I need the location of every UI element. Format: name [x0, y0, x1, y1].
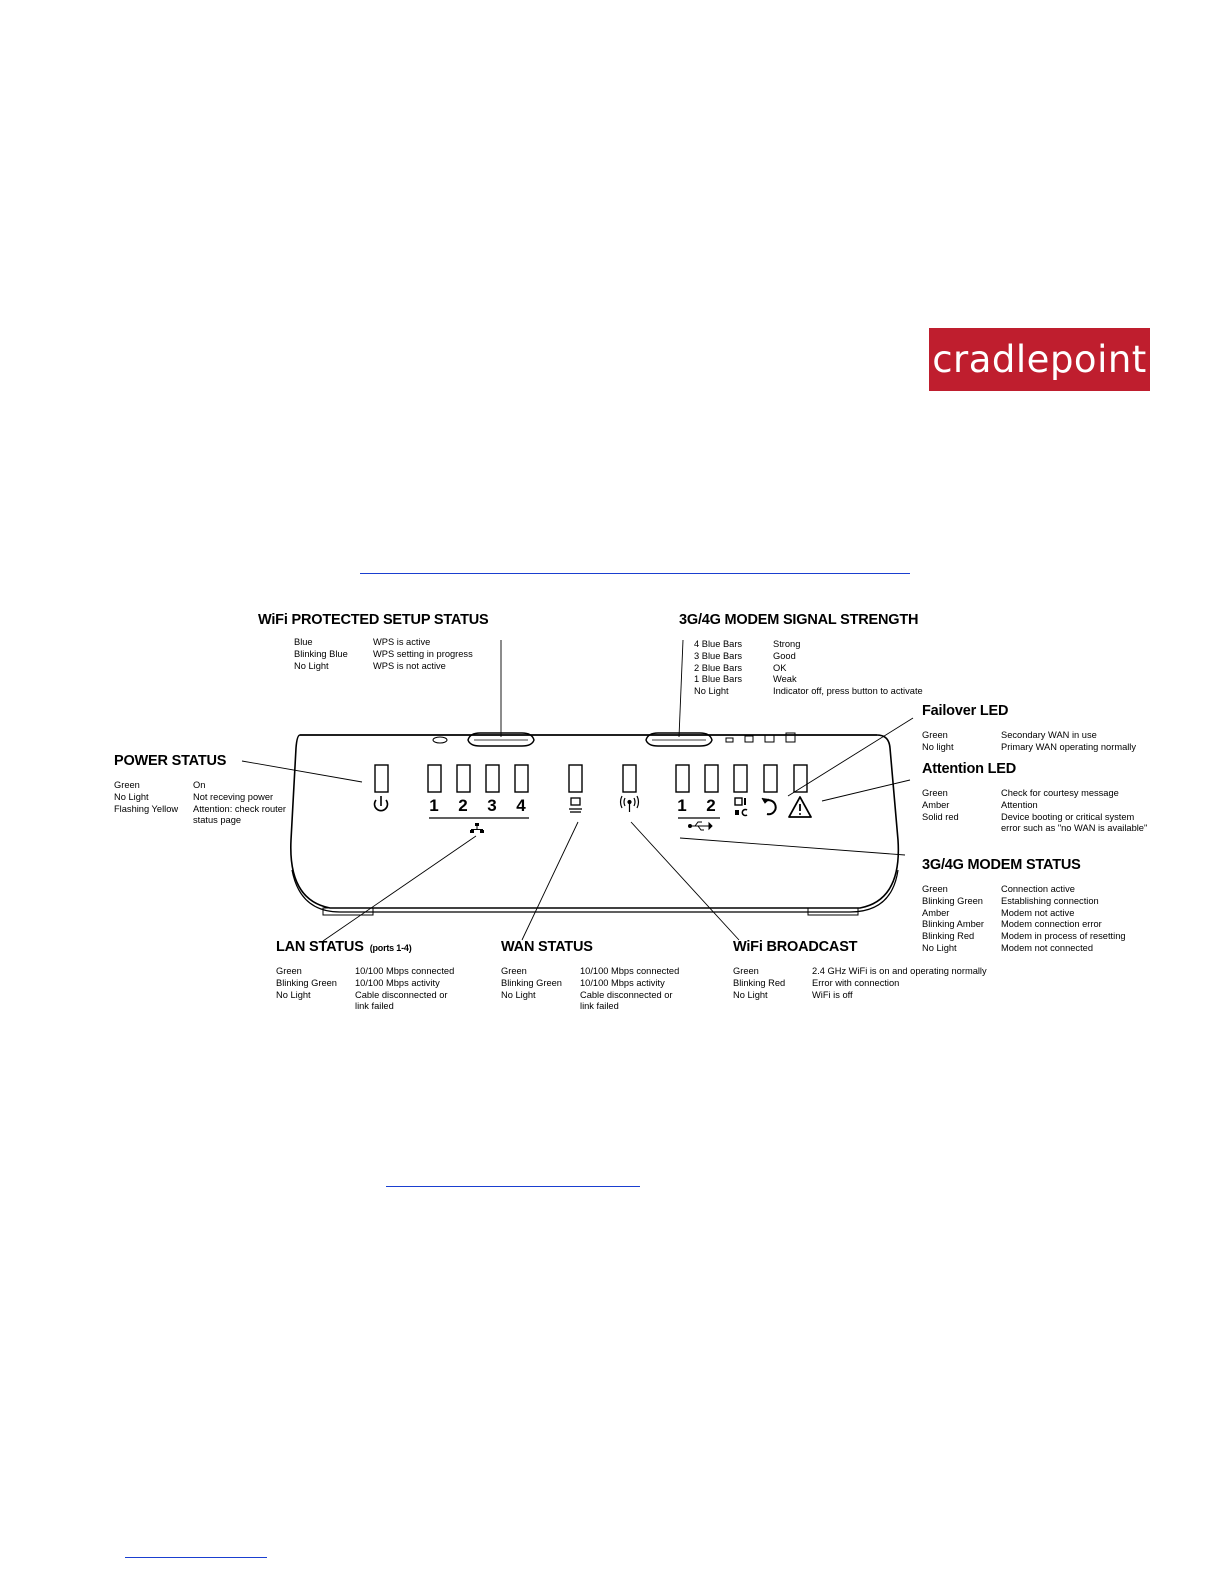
legend-key: Blinking Blue: [294, 648, 348, 659]
usb-led-2: [705, 765, 718, 792]
top-pinhole: [433, 737, 447, 743]
legend-value: Modem in process of resetting: [1001, 931, 1126, 942]
signal-bar-3: [765, 735, 774, 742]
wps-title: WiFi PROTECTED SETUP STATUS: [258, 612, 489, 628]
legend-key: Blinking Green: [922, 895, 983, 906]
legend-key: Blinking Green: [276, 977, 337, 988]
legend-key: 2 Blue Bars: [694, 662, 743, 673]
legend-key: No Light: [276, 989, 311, 1000]
power-legend: [114, 780, 288, 827]
legend-value: Connection active: [1001, 884, 1075, 894]
legend-key: Flashing Yellow: [114, 803, 179, 814]
legend-key: Green: [922, 730, 948, 740]
legend-value: 10/100 Mbps connected: [580, 966, 680, 976]
legend-value: Error with connection: [812, 977, 900, 988]
computer-icon: [569, 798, 582, 812]
legend-key: No Light: [114, 791, 149, 802]
legend-value: Strong: [773, 639, 801, 649]
callout-signal: [679, 640, 683, 737]
reset-icon: [762, 798, 776, 814]
signal-bar-2: [745, 736, 753, 742]
modem-title: 3G/4G MODEM STATUS: [922, 857, 1081, 873]
legend-value: 2.4 GHz WiFi is on and operating normally: [812, 966, 987, 976]
lan-title: [276, 939, 412, 955]
legend-value: Cable disconnected or link failed: [355, 989, 448, 1012]
power-icon: [375, 796, 388, 811]
failover-title: Failover LED: [922, 703, 1009, 719]
lan-led-4: [515, 765, 528, 792]
legend-key: Green: [501, 966, 527, 976]
lan-port-label-2: 2: [458, 796, 468, 815]
legend-key: Solid red: [922, 811, 959, 822]
legend-key: No Light: [922, 942, 957, 953]
legend-value: Device booting or critical system error such as "no WAN is available": [1001, 811, 1148, 834]
power-led: [375, 765, 388, 792]
legend-key: No light: [922, 741, 954, 752]
legend-key: 3 Blue Bars: [694, 650, 743, 661]
network-icon: [470, 823, 484, 833]
legend-key: Blue: [294, 637, 313, 647]
usb-port-label-2: 2: [706, 796, 716, 815]
legend-value: Cable disconnected or link failed: [580, 989, 673, 1012]
legend-value: OK: [773, 662, 787, 673]
legend-key: Blinking Amber: [922, 919, 985, 930]
wan-led: [569, 765, 582, 792]
legend-value: Not receving power: [193, 791, 274, 802]
legend-value: Modem connection error: [1001, 919, 1102, 930]
legend-key: Blinking Green: [501, 977, 562, 988]
usb-port-label-1: 1: [677, 796, 687, 815]
signal-legend: [694, 639, 923, 698]
legend-key: No Light: [733, 989, 768, 1000]
legend-value: Primary WAN operating normally: [1001, 741, 1137, 752]
legend-value: Modem not connected: [1001, 942, 1093, 953]
legend-key: Amber: [922, 907, 950, 918]
lan-title-subtitle: (ports 1-4): [369, 943, 412, 953]
legend-key: Green: [922, 788, 948, 798]
legend-key: Green: [276, 966, 302, 976]
legend-value: Secondary WAN in use: [1001, 730, 1097, 740]
legend-value: Weak: [773, 674, 797, 685]
legend-value: On: [193, 780, 206, 790]
lan-title-text: LAN STATUS: [276, 939, 364, 955]
callout-attention: [822, 780, 910, 801]
legend-value: Attention: [1001, 799, 1038, 810]
signal-bar-1: [726, 738, 733, 742]
legend-key: 1 Blue Bars: [694, 674, 743, 685]
lan-led-1: [428, 765, 441, 792]
signal-title: 3G/4G MODEM SIGNAL STRENGTH: [679, 612, 919, 628]
lan-port-label-3: 3: [487, 796, 497, 815]
legend-value: WiFi is off: [812, 989, 853, 1000]
wan-title: WAN STATUS: [501, 939, 593, 955]
router-body-outline: [291, 735, 899, 908]
legend-key: Green: [922, 884, 948, 894]
wifi-legend: [733, 966, 987, 1001]
legend-key: Green: [114, 780, 140, 790]
sim-led: [734, 765, 747, 792]
legend-value: 10/100 Mbps activity: [580, 977, 665, 988]
legend-key: Amber: [922, 799, 950, 810]
callout-power: [242, 761, 362, 782]
legend-key: Blinking Red: [733, 977, 786, 988]
legend-key: 4 Blue Bars: [694, 639, 743, 649]
lan-led-2: [457, 765, 470, 792]
callout-lan: [323, 836, 476, 941]
legend-key: Green: [733, 966, 759, 976]
power-title: POWER STATUS: [114, 753, 227, 769]
legend-key: Blinking Red: [922, 931, 975, 942]
legend-value: WPS is active: [373, 637, 431, 647]
callout-wifi: [631, 822, 739, 940]
wan-legend: [501, 966, 680, 1013]
lan-legend: [276, 966, 455, 1013]
warning-icon: [789, 797, 811, 817]
lan-led-3: [486, 765, 499, 792]
legend-value: Establishing connection: [1001, 895, 1099, 906]
legend-value: 10/100 Mbps activity: [355, 977, 440, 988]
usb-led-1: [676, 765, 689, 792]
failover-led: [764, 765, 777, 792]
legend-value: WPS setting in progress: [373, 648, 473, 659]
wifi-antenna-icon: [621, 796, 639, 812]
legend-key: No Light: [501, 989, 536, 1000]
wifi-led: [623, 765, 636, 792]
legend-value: 10/100 Mbps connected: [355, 966, 455, 976]
legend-key: No Light: [694, 686, 729, 697]
attention-title: Attention LED: [922, 761, 1017, 777]
wifi-title: WiFi BROADCAST: [733, 939, 858, 955]
callout-modem: [680, 838, 905, 855]
legend-value: Good: [773, 650, 796, 661]
router-base-curve: [292, 870, 898, 912]
lan-port-label-4: 4: [516, 796, 526, 815]
modem-legend: [922, 884, 1126, 955]
attention-legend: [922, 788, 1151, 835]
logo-text: cradlepoint: [932, 338, 1147, 381]
usb-icon: [689, 822, 713, 830]
legend-key: No Light: [294, 660, 329, 671]
legend-value: Indicator off, press button to activate: [773, 686, 923, 697]
failover-legend: [922, 730, 1136, 754]
legend-value: Attention: check router status page: [193, 803, 287, 826]
lan-port-label-1: 1: [429, 796, 439, 815]
sim-card-icon: [735, 798, 747, 816]
wps-legend: [294, 637, 473, 672]
legend-value: WPS is not active: [373, 660, 446, 671]
callout-failover: [788, 718, 913, 796]
callout-wan: [522, 822, 578, 940]
legend-value: Modem not active: [1001, 907, 1075, 918]
legend-value: Check for courtesy message: [1001, 788, 1119, 798]
